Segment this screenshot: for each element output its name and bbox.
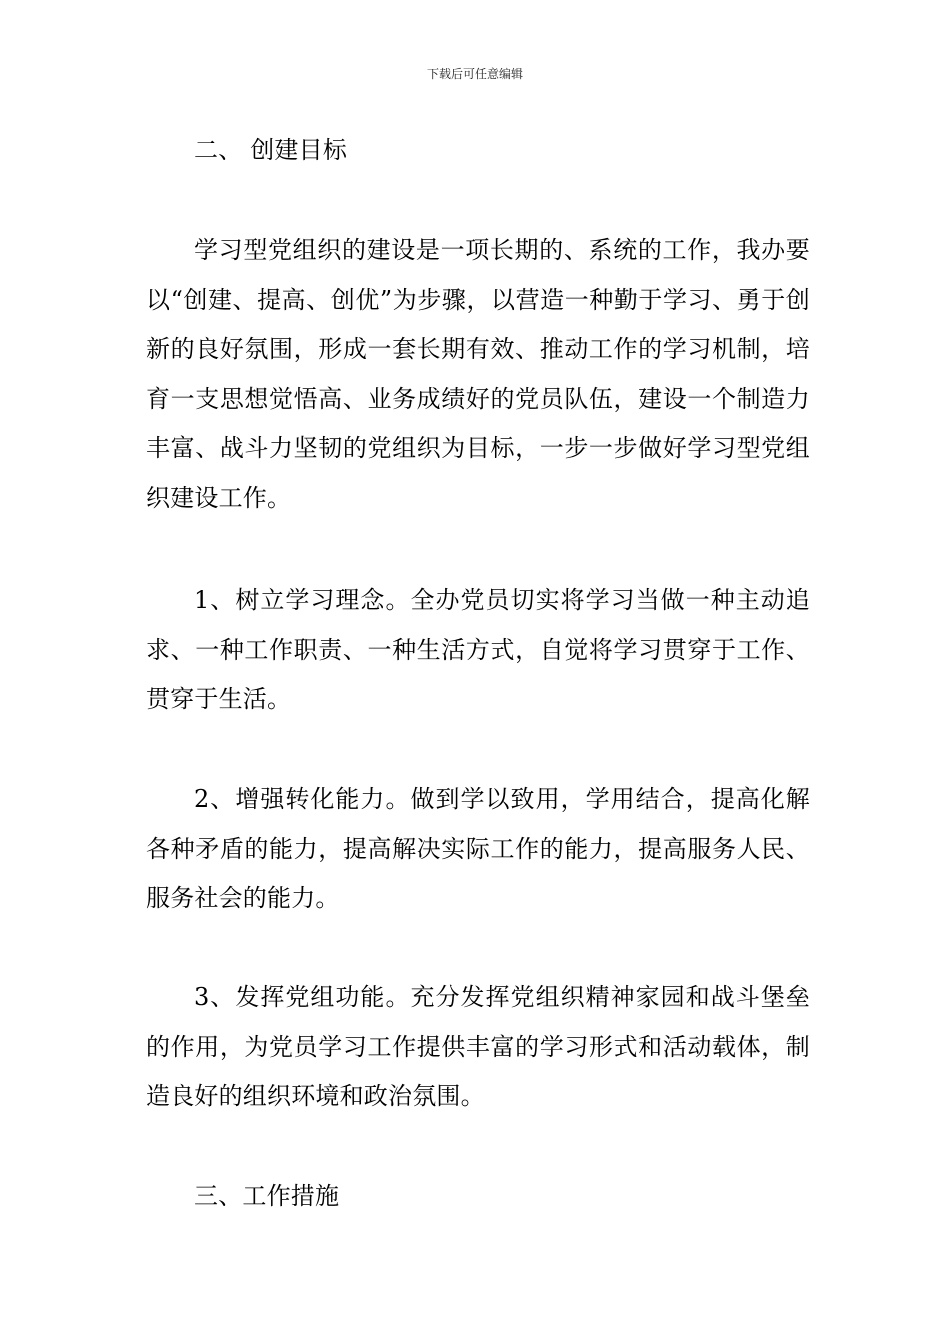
item-3-block xyxy=(146,973,810,1122)
section-heading-3-block xyxy=(146,1172,810,1222)
section-heading-2-block xyxy=(146,126,810,176)
goal-paragraph: 学习型党组织的建设是一项长期的、系统的工作，我办要以“创建、提高、创优”为步骤，以营造一种勤于学习、勇于创新的良好氛围，形成一套长期有效、推动工作的学习机制，培育一支思想觉悟高、业务成绩好的党员队伍，建设一个制造力丰富、战斗力坚韧的党组织为目标，一步一步做好学习型党组织建设工作。 xyxy=(146,236,810,512)
goal-paragraph-block xyxy=(146,226,810,523)
list-item-party-function: 3、发挥党组功能。充分发挥党组织精神家园和战斗堡垒的作用，为党员学习工作提供丰富的学习形式和活动载体，制造良好的组织环境和政治氛围。 xyxy=(146,983,810,1110)
item-1-block xyxy=(146,576,810,725)
list-item-learning-concept: 1、树立学习理念。全办党员切实将学习当做一种主动追求、一种工作职责、一种生活方式，自觉将学习贯穿于工作、贯穿于生活。 xyxy=(146,586,810,713)
page-header-note: 下载后可任意编辑 xyxy=(426,67,523,81)
list-item-conversion-ability: 2、增强转化能力。做到学以致用，学用结合，提高化解各种矛盾的能力，提高解决实际工作的能力，提高服务人民、服务社会的能力。 xyxy=(146,785,810,912)
item-2-block xyxy=(146,775,810,924)
section-heading-measures: 三、工作措施 xyxy=(194,1182,340,1210)
section-heading-goals: 二、 创建目标 xyxy=(194,136,348,164)
